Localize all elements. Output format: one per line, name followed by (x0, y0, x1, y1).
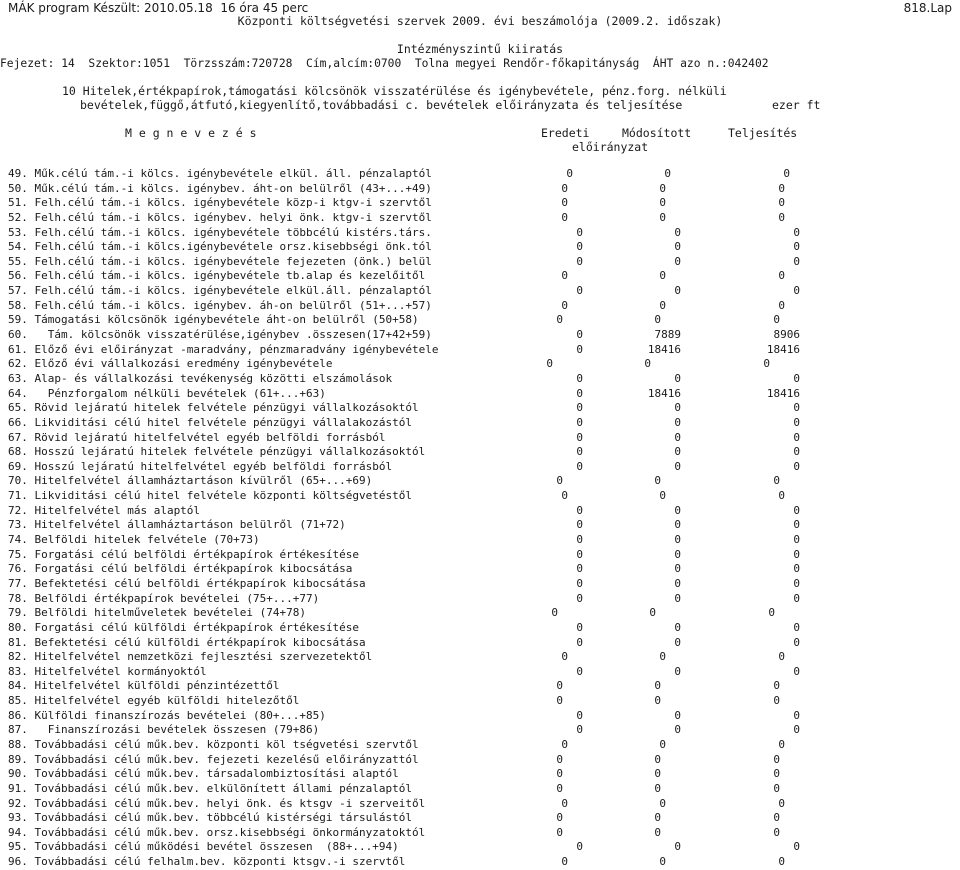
value-original: 0 (576, 547, 583, 561)
row-label: 96. Továbbadási célú felhalm.bev. központi ktsgv.-i szervtől (8, 855, 406, 869)
value-actual: 0 (793, 503, 800, 517)
value-modified: 0 (674, 708, 681, 722)
value-original: 0 (556, 474, 563, 488)
value-actual: 0 (793, 533, 800, 547)
value-original: 0 (576, 620, 583, 634)
row-label: 74. Belföldi hitelek felvétele (70+73) (8, 533, 260, 547)
table-row (0, 592, 960, 607)
table-row (0, 723, 960, 738)
value-modified: 0 (674, 371, 681, 385)
value-original: 0 (556, 313, 563, 327)
row-label: 87. Finanszírozási bevételek összesen (79+86) (8, 723, 320, 737)
value-original: 0 (561, 796, 568, 810)
value-modified: 0 (674, 430, 681, 444)
value-actual: 0 (778, 489, 785, 503)
value-modified: 0 (674, 240, 681, 254)
value-actual: 0 (793, 518, 800, 532)
page-label: 818.Lap (903, 1, 952, 15)
value-modified: 0 (649, 606, 656, 620)
table-row (0, 694, 960, 709)
table-row (0, 738, 960, 753)
value-actual: 0 (773, 679, 780, 693)
table-title-line-2: bevételek,függő,átfutó,kiegyenlítő,továbbadási c. bevételek előirányzata és teljesítése (80, 98, 683, 112)
row-label: 62. Előző évi vállalkozási eredmény igénybevétele (8, 357, 333, 371)
section-title: Intézményszintű kiiratás (396, 42, 564, 56)
table-row (0, 255, 960, 270)
value-actual: 0 (773, 694, 780, 708)
value-actual: 0 (763, 357, 770, 371)
row-label: 55. Felh.célú tám.-i kölcs. igénybevétele fejezeten (önk.) belül (8, 254, 432, 268)
value-original: 0 (556, 694, 563, 708)
value-original: 0 (576, 723, 583, 737)
table-row (0, 313, 960, 328)
value-modified: 0 (659, 210, 666, 224)
value-original: 0 (556, 825, 563, 839)
value-original: 0 (576, 328, 583, 342)
value-actual: 0 (778, 737, 785, 751)
table-row (0, 533, 960, 548)
table-row (0, 357, 960, 372)
value-actual: 0 (778, 855, 785, 869)
row-label: 52. Felh.célú tám.-i kölcs. igénybev. helyi önk. ktgv-i szervtől (8, 210, 432, 224)
row-label: 57. Felh.célú tám.-i kölcs. igénybevétele elkül.áll. pénzalaptól (8, 284, 432, 298)
value-actual: 0 (773, 474, 780, 488)
table-row (0, 665, 960, 680)
table-row (0, 518, 960, 533)
row-label: 65. Rövid lejáratú hitelek felvétele pénzügyi vállalkozásoktól (8, 401, 419, 415)
value-original: 0 (576, 284, 583, 298)
row-label: 76. Forgatási célú belföldi értékpapírok kibocsátása (8, 562, 353, 576)
row-label: 72. Hitelfelvétel más alaptól (8, 503, 201, 517)
value-modified: 0 (674, 723, 681, 737)
table-row (0, 709, 960, 724)
value-original: 0 (576, 371, 583, 385)
value-modified: 18416 (647, 386, 681, 400)
row-label: 90. Továbbadási célú műk.bev. társadalombiztosítási alaptól (8, 767, 399, 781)
table-row (0, 782, 960, 797)
value-actual: 0 (778, 181, 785, 195)
value-actual: 0 (793, 225, 800, 239)
table-row (0, 767, 960, 782)
value-modified: 0 (654, 313, 661, 327)
value-modified: 0 (674, 620, 681, 634)
value-original: 0 (576, 401, 583, 415)
value-original: 0 (561, 855, 568, 869)
row-label: 79. Belföldi hitelműveletek bevételei (74+78) (8, 606, 307, 620)
value-original: 0 (576, 635, 583, 649)
value-actual: 0 (793, 547, 800, 561)
value-modified: 0 (674, 415, 681, 429)
value-actual: 0 (793, 459, 800, 473)
table-row (0, 636, 960, 651)
value-original: 0 (561, 298, 568, 312)
report-title: Központi költségvetési szervek 2009. évi beszámolója (2009.2. időszak) (237, 14, 723, 28)
table-row (0, 753, 960, 768)
table-row (0, 226, 960, 241)
value-actual: 0 (768, 606, 775, 620)
table-row (0, 284, 960, 299)
value-modified: 0 (659, 181, 666, 195)
row-label: 53. Felh.célú tám.-i kölcs. igénybevétele többcélú kistérs.társ. (8, 225, 432, 239)
value-modified: 0 (674, 533, 681, 547)
value-actual: 0 (793, 371, 800, 385)
value-modified: 0 (674, 445, 681, 459)
value-modified: 0 (654, 767, 661, 781)
value-actual: 0 (793, 254, 800, 268)
value-actual: 0 (773, 811, 780, 825)
table-row (0, 460, 960, 475)
table-row (0, 577, 960, 592)
row-label: 49. Műk.célú tám.-i kölcs. igénybevétele elkül. áll. pénzalaptól (8, 167, 432, 180)
table-row (0, 182, 960, 197)
row-label: 88. Továbbadási célú műk.bev. központi köl tségvetési szervtől (8, 737, 419, 751)
row-label: 86. Külföldi finanszírozás bevételei (80+...+85) (8, 708, 326, 722)
row-label: 59. Támogatási kölcsönök igénybevétele áht-on belülről (50+58) (8, 313, 419, 327)
table-row (0, 650, 960, 665)
table-row (0, 504, 960, 519)
row-label: 83. Hitelfelvétel kormányoktól (8, 664, 207, 678)
value-modified: 0 (674, 518, 681, 532)
column-header-name: M e g n e v e z é s (125, 126, 257, 140)
value-modified: 0 (659, 269, 666, 283)
value-modified: 0 (674, 401, 681, 415)
data-rows (0, 167, 960, 870)
value-original: 0 (561, 181, 568, 195)
value-original: 0 (576, 430, 583, 444)
value-actual: 0 (793, 401, 800, 415)
value-modified: 0 (659, 489, 666, 503)
value-original: 0 (576, 459, 583, 473)
table-row (0, 416, 960, 431)
row-label: 77. Befektetési célú belföldi értékpapírok kibocsátása (8, 576, 366, 590)
table-row (0, 299, 960, 314)
row-label: 51. Felh.célú tám.-i kölcs. igénybevétele közp-i ktgv-i szervtől (8, 196, 432, 210)
value-modified: 0 (674, 459, 681, 473)
row-label: 82. Hitelfelvétel nemzetközi fejlesztési szervezetektől (8, 650, 373, 664)
table-row (0, 562, 960, 577)
row-label: 67. Rövid lejáratú hitelfelvétel egyéb belföldi forrásból (8, 430, 386, 444)
value-original: 0 (576, 386, 583, 400)
value-modified: 0 (674, 562, 681, 576)
value-modified: 0 (659, 650, 666, 664)
value-modified: 0 (674, 254, 681, 268)
row-label: 89. Továbbadási célú műk.bev. fejezeti kezelésű előirányzattól (8, 752, 419, 766)
table-row (0, 606, 960, 621)
table-row (0, 548, 960, 563)
value-modified: 0 (654, 752, 661, 766)
row-label: 60. Tám. kölcsönök visszatérülése,igénybev .összesen(17+42+59) (8, 328, 432, 342)
row-label: 91. Továbbadási célú műk.bev. elkülönített állami pénzalaptól (8, 781, 412, 795)
row-label: 75. Forgatási célú belföldi értékpapírok értékesítése (8, 547, 359, 561)
value-actual: 0 (773, 825, 780, 839)
value-actual: 0 (793, 576, 800, 590)
value-original: 0 (556, 679, 563, 693)
table-row (0, 401, 960, 416)
value-actual: 0 (778, 196, 785, 210)
value-modified: 0 (674, 284, 681, 298)
value-original: 0 (576, 342, 583, 356)
row-label: 68. Hosszú lejáratú hitelek felvétele pénzügyi vállalkozásoktól (8, 445, 426, 459)
value-modified: 0 (654, 811, 661, 825)
row-label: 92. Továbbadási célú műk.bev. helyi önk. és ktsgv -i szerveitől (8, 796, 426, 810)
row-label: 80. Forgatási célú külföldi értékpapírok értékesítése (8, 620, 359, 634)
row-label: 56. Felh.célú tám.-i kölcs. igénybevétele tb.alap és kezelőitől (8, 269, 426, 283)
row-label: 63. Alap- és vállalkozási tevékenység közötti elszámolások (8, 371, 393, 385)
row-label: 64. Pénzforgalom nélküli bevételek (61+...+63) (8, 386, 326, 400)
value-actual: 0 (778, 650, 785, 664)
table-row (0, 343, 960, 358)
value-modified: 0 (674, 225, 681, 239)
row-label: 84. Hitelfelvétel külföldi pénzintézettől (8, 679, 280, 693)
value-original: 0 (561, 489, 568, 503)
value-modified: 0 (674, 576, 681, 590)
value-modified: 0 (674, 591, 681, 605)
row-label: 58. Felh.célú tám.-i kölcs. igénybev. áh-on belülről (51+...+57) (8, 298, 432, 312)
value-actual: 0 (783, 167, 790, 180)
value-original: 0 (576, 254, 583, 268)
table-row (0, 240, 960, 255)
row-label: 85. Hitelfelvétel egyéb külföldi hitelezőtől (8, 694, 300, 708)
value-original: 0 (576, 533, 583, 547)
value-modified: 0 (659, 737, 666, 751)
value-modified: 0 (674, 664, 681, 678)
row-label: 73. Hitelfelvétel államháztartáson belülről (71+72) (8, 518, 346, 532)
value-original: 0 (556, 781, 563, 795)
table-row (0, 196, 960, 211)
row-label: 81. Befektetési célú külföldi értékpapírok kibocsátása (8, 635, 366, 649)
value-modified: 0 (664, 167, 671, 180)
column-header-actual: Teljesítés (728, 126, 798, 140)
row-label: 69. Hosszú lejáratú hitelfelvétel egyéb belföldi forrásból (8, 459, 393, 473)
value-original: 0 (576, 591, 583, 605)
value-actual: 0 (793, 723, 800, 737)
value-modified: 0 (659, 298, 666, 312)
value-original: 0 (576, 518, 583, 532)
row-label: 93. Továbbadási célú műk.bev. többcélú kistérségi társulástól (8, 811, 412, 825)
value-original: 0 (556, 752, 563, 766)
column-header-modified: Módosított (622, 126, 692, 140)
table-row (0, 445, 960, 460)
value-modified: 7889 (654, 328, 681, 342)
entity-line: Fejezet: 14 Szektor:1051 Törzsszám:720728 Cím,alcím:0700 Tolna megyei Rendőr-főkapitányság ÁHT azo n.:042402 (0, 57, 769, 70)
table-row (0, 474, 960, 489)
value-original: 0 (561, 650, 568, 664)
value-actual: 0 (778, 298, 785, 312)
column-header-original-sub: előirányzat (572, 140, 649, 154)
value-actual: 0 (793, 620, 800, 634)
value-modified: 0 (654, 679, 661, 693)
value-original: 0 (561, 210, 568, 224)
table-row (0, 797, 960, 812)
value-actual: 18416 (766, 386, 800, 400)
value-original: 0 (551, 606, 558, 620)
value-actual: 0 (793, 562, 800, 576)
row-label: 50. Műk.célú tám.-i kölcs. igénybev. áht-on belülről (43+...+49) (8, 181, 432, 195)
row-label: 78. Belföldi értékpapírok bevételei (75+...+77) (8, 591, 320, 605)
value-modified: 0 (654, 781, 661, 795)
value-actual: 0 (773, 752, 780, 766)
value-original: 0 (576, 445, 583, 459)
table-row (0, 679, 960, 694)
value-modified: 0 (654, 694, 661, 708)
value-original: 0 (576, 503, 583, 517)
value-actual: 0 (793, 445, 800, 459)
table-row (0, 387, 960, 402)
value-original: 0 (561, 269, 568, 283)
table-row (0, 840, 960, 855)
table-row (0, 811, 960, 826)
row-label: 54. Felh.célú tám.-i kölcs.igénybevétele orsz.kisebbségi önk.tól (8, 240, 432, 254)
value-modified: 0 (644, 357, 651, 371)
table-row (0, 826, 960, 841)
value-original: 0 (576, 240, 583, 254)
value-actual: 0 (778, 269, 785, 283)
value-actual: 0 (793, 415, 800, 429)
value-modified: 0 (654, 825, 661, 839)
table-row (0, 489, 960, 504)
header-program-line: MÁK program Készült: 2010.05.18 16 óra 45 perc (8, 1, 309, 15)
value-original: 0 (576, 664, 583, 678)
value-actual: 0 (793, 840, 800, 854)
table-row (0, 372, 960, 387)
table-row (0, 621, 960, 636)
value-original: 0 (561, 196, 568, 210)
value-original: 0 (556, 811, 563, 825)
value-original: 0 (556, 767, 563, 781)
value-original: 0 (576, 708, 583, 722)
value-modified: 0 (674, 547, 681, 561)
row-label: 70. Hitelfelvétel államháztartáson kívülről (65+...+69) (8, 474, 373, 488)
value-original: 0 (576, 225, 583, 239)
value-actual: 0 (793, 708, 800, 722)
value-original: 0 (576, 840, 583, 854)
value-actual: 18416 (766, 342, 800, 356)
row-label: 61. Előző évi előirányzat -maradvány, pénzmaradvány igénybevétele (8, 342, 439, 356)
value-modified: 0 (674, 635, 681, 649)
value-modified: 0 (674, 840, 681, 854)
value-actual: 0 (793, 664, 800, 678)
value-original: 0 (561, 737, 568, 751)
value-actual: 0 (778, 210, 785, 224)
value-actual: 0 (793, 240, 800, 254)
value-modified: 0 (659, 796, 666, 810)
value-actual: 0 (793, 284, 800, 298)
value-actual: 0 (793, 430, 800, 444)
value-actual: 0 (773, 781, 780, 795)
column-header-original: Eredeti (541, 126, 590, 140)
value-modified: 0 (674, 503, 681, 517)
row-label: 95. Továbbadási célú működési bevétel összesen (88+...+94) (8, 840, 399, 854)
unit-label: ezer ft (772, 98, 821, 112)
value-actual: 0 (793, 591, 800, 605)
value-actual: 0 (773, 313, 780, 327)
value-original: 0 (546, 357, 553, 371)
value-modified: 0 (659, 196, 666, 210)
row-label: 66. Likviditási célú hitel felvétele pénzügyi vállalakozástól (8, 415, 412, 429)
value-actual: 0 (778, 796, 785, 810)
table-title-line-1: 10 Hitelek,értékpapírok,támogatási kölcsönök visszatérülése és igénybevétele, pénz.forg. nélküli (62, 84, 727, 98)
table-row (0, 167, 960, 182)
value-original: 0 (576, 415, 583, 429)
value-actual: 0 (773, 767, 780, 781)
table-row (0, 211, 960, 226)
table-row (0, 328, 960, 343)
row-label: 71. Likviditási célú hitel felvétele központi költségvetéstől (8, 489, 412, 503)
table-row (0, 269, 960, 284)
table-row (0, 431, 960, 446)
value-modified: 0 (659, 855, 666, 869)
table-row (0, 855, 960, 870)
value-original: 0 (576, 576, 583, 590)
value-actual: 0 (793, 635, 800, 649)
value-original: 0 (576, 562, 583, 576)
value-original: 0 (566, 167, 573, 180)
value-modified: 18416 (647, 342, 681, 356)
row-label: 94. Továbbadási célú műk.bev. orsz.kisebbségi önkormányzatoktól (8, 825, 426, 839)
value-actual: 8906 (773, 328, 800, 342)
value-modified: 0 (654, 474, 661, 488)
